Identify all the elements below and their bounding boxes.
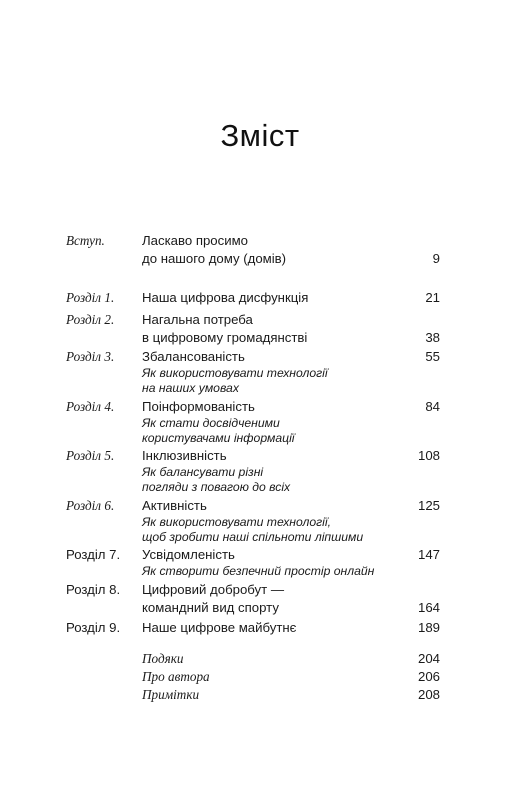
toc-entry-title: Нагальна потреба (142, 312, 253, 327)
toc-entry-body (142, 619, 440, 637)
toc-entry-label: Розділ 1. (66, 290, 115, 305)
toc-entry-label: Розділ 6. (66, 498, 115, 513)
toc-entry-title: Поінформованість (142, 399, 255, 414)
toc-entry-title: Наша цифрова дисфункція (142, 290, 309, 305)
toc-entry-page: 108 (417, 448, 440, 463)
toc-entry-subtitle: Як балансувати різні (142, 464, 264, 479)
toc-entry-title: Активність (142, 498, 207, 513)
toc-entry-page: 189 (417, 620, 440, 635)
back-matter-title: Подяки (142, 651, 184, 666)
toc-entry-body (142, 546, 440, 579)
toc-entry-body (142, 497, 440, 545)
toc-entry-title: Ласкаво просимо (142, 233, 249, 248)
toc-entry-page: 9 (432, 250, 440, 266)
back-matter-page: 208 (417, 687, 440, 702)
toc-entry-title: до нашого дому (домів) (142, 250, 287, 266)
toc-entry-title: Усвідомленість (142, 547, 235, 562)
back-matter-title: Примітки (142, 687, 200, 702)
back-matter-page: 206 (417, 669, 440, 684)
toc-entry[interactable] (66, 232, 440, 267)
toc-entry-body (142, 232, 440, 267)
toc-entry-subtitle: Як створити безпечний простір онлайн (142, 563, 375, 578)
toc-entry[interactable] (66, 348, 440, 396)
toc-entry[interactable] (66, 546, 440, 579)
toc-entry-subtitle: Як стати досвідченими (142, 415, 280, 430)
toc-entry[interactable] (66, 447, 440, 495)
toc-entry-page: 84 (425, 399, 440, 414)
back-matter-body (142, 686, 440, 704)
toc-entry-body (142, 311, 440, 346)
toc-entry-page: 21 (425, 290, 440, 305)
toc-entry-title: командний вид спорту (142, 599, 279, 615)
toc-entry-title: в цифровому громадянстві (142, 329, 308, 345)
toc-entry-page: 125 (417, 498, 440, 513)
toc-entry-subtitle: Як використовувати технології, (142, 514, 331, 529)
toc-entry[interactable] (66, 497, 440, 545)
toc-entry-body (142, 447, 440, 495)
toc-entry-label: Розділ 3. (66, 349, 115, 364)
toc-entry-page: 164 (417, 599, 440, 615)
toc-entry[interactable] (66, 398, 440, 446)
back-matter-body (142, 668, 440, 686)
toc-entry-title: Цифровий добробут — (142, 582, 285, 597)
toc-entry-subtitle: користувачами інформації (142, 430, 295, 445)
toc-entry-label: Розділ 8. (66, 582, 121, 597)
toc-entry-body (142, 348, 440, 396)
toc-entry-title: Інклюзивність (142, 448, 227, 463)
toc-entry-label: Розділ 7. (66, 547, 121, 562)
toc-entry-body (142, 289, 440, 307)
toc-entry[interactable] (66, 581, 440, 616)
toc-entry-label: Вступ. (66, 233, 105, 248)
toc-entry-label: Розділ 4. (66, 399, 115, 414)
toc-entry-label: Розділ 2. (66, 312, 115, 327)
toc-entry-title: Збалансованість (142, 349, 245, 364)
back-matter-title: Про автора (142, 669, 210, 684)
toc-entry-page: 38 (425, 329, 440, 345)
back-matter-body (142, 650, 440, 668)
page-title: Зміст (220, 118, 300, 153)
back-matter-page: 204 (417, 651, 440, 666)
toc-entry-label: Розділ 5. (66, 448, 115, 463)
toc-entry-title: Наше цифрове майбутнє (142, 620, 297, 635)
back-matter-entry[interactable] (66, 686, 440, 704)
toc-entry[interactable] (66, 311, 440, 346)
toc-entry-subtitle: щоб зробити наші спільноти ліпшими (142, 529, 364, 544)
toc-entry-label: Розділ 9. (66, 620, 121, 635)
toc-entry[interactable] (66, 619, 440, 637)
toc-entry-subtitle: на наших умовах (142, 380, 239, 395)
back-matter-entry[interactable] (66, 650, 440, 668)
toc-entry-page: 55 (425, 349, 440, 364)
toc-entry-subtitle: Як використовувати технології (142, 365, 328, 380)
back-matter-entry[interactable] (66, 668, 440, 686)
toc-entry-subtitle: погляди з повагою до всіх (142, 479, 291, 494)
toc-entry[interactable] (66, 289, 440, 307)
toc-entry-body (142, 398, 440, 446)
toc-entry-body (142, 581, 440, 616)
toc-entry-page: 147 (417, 547, 440, 562)
